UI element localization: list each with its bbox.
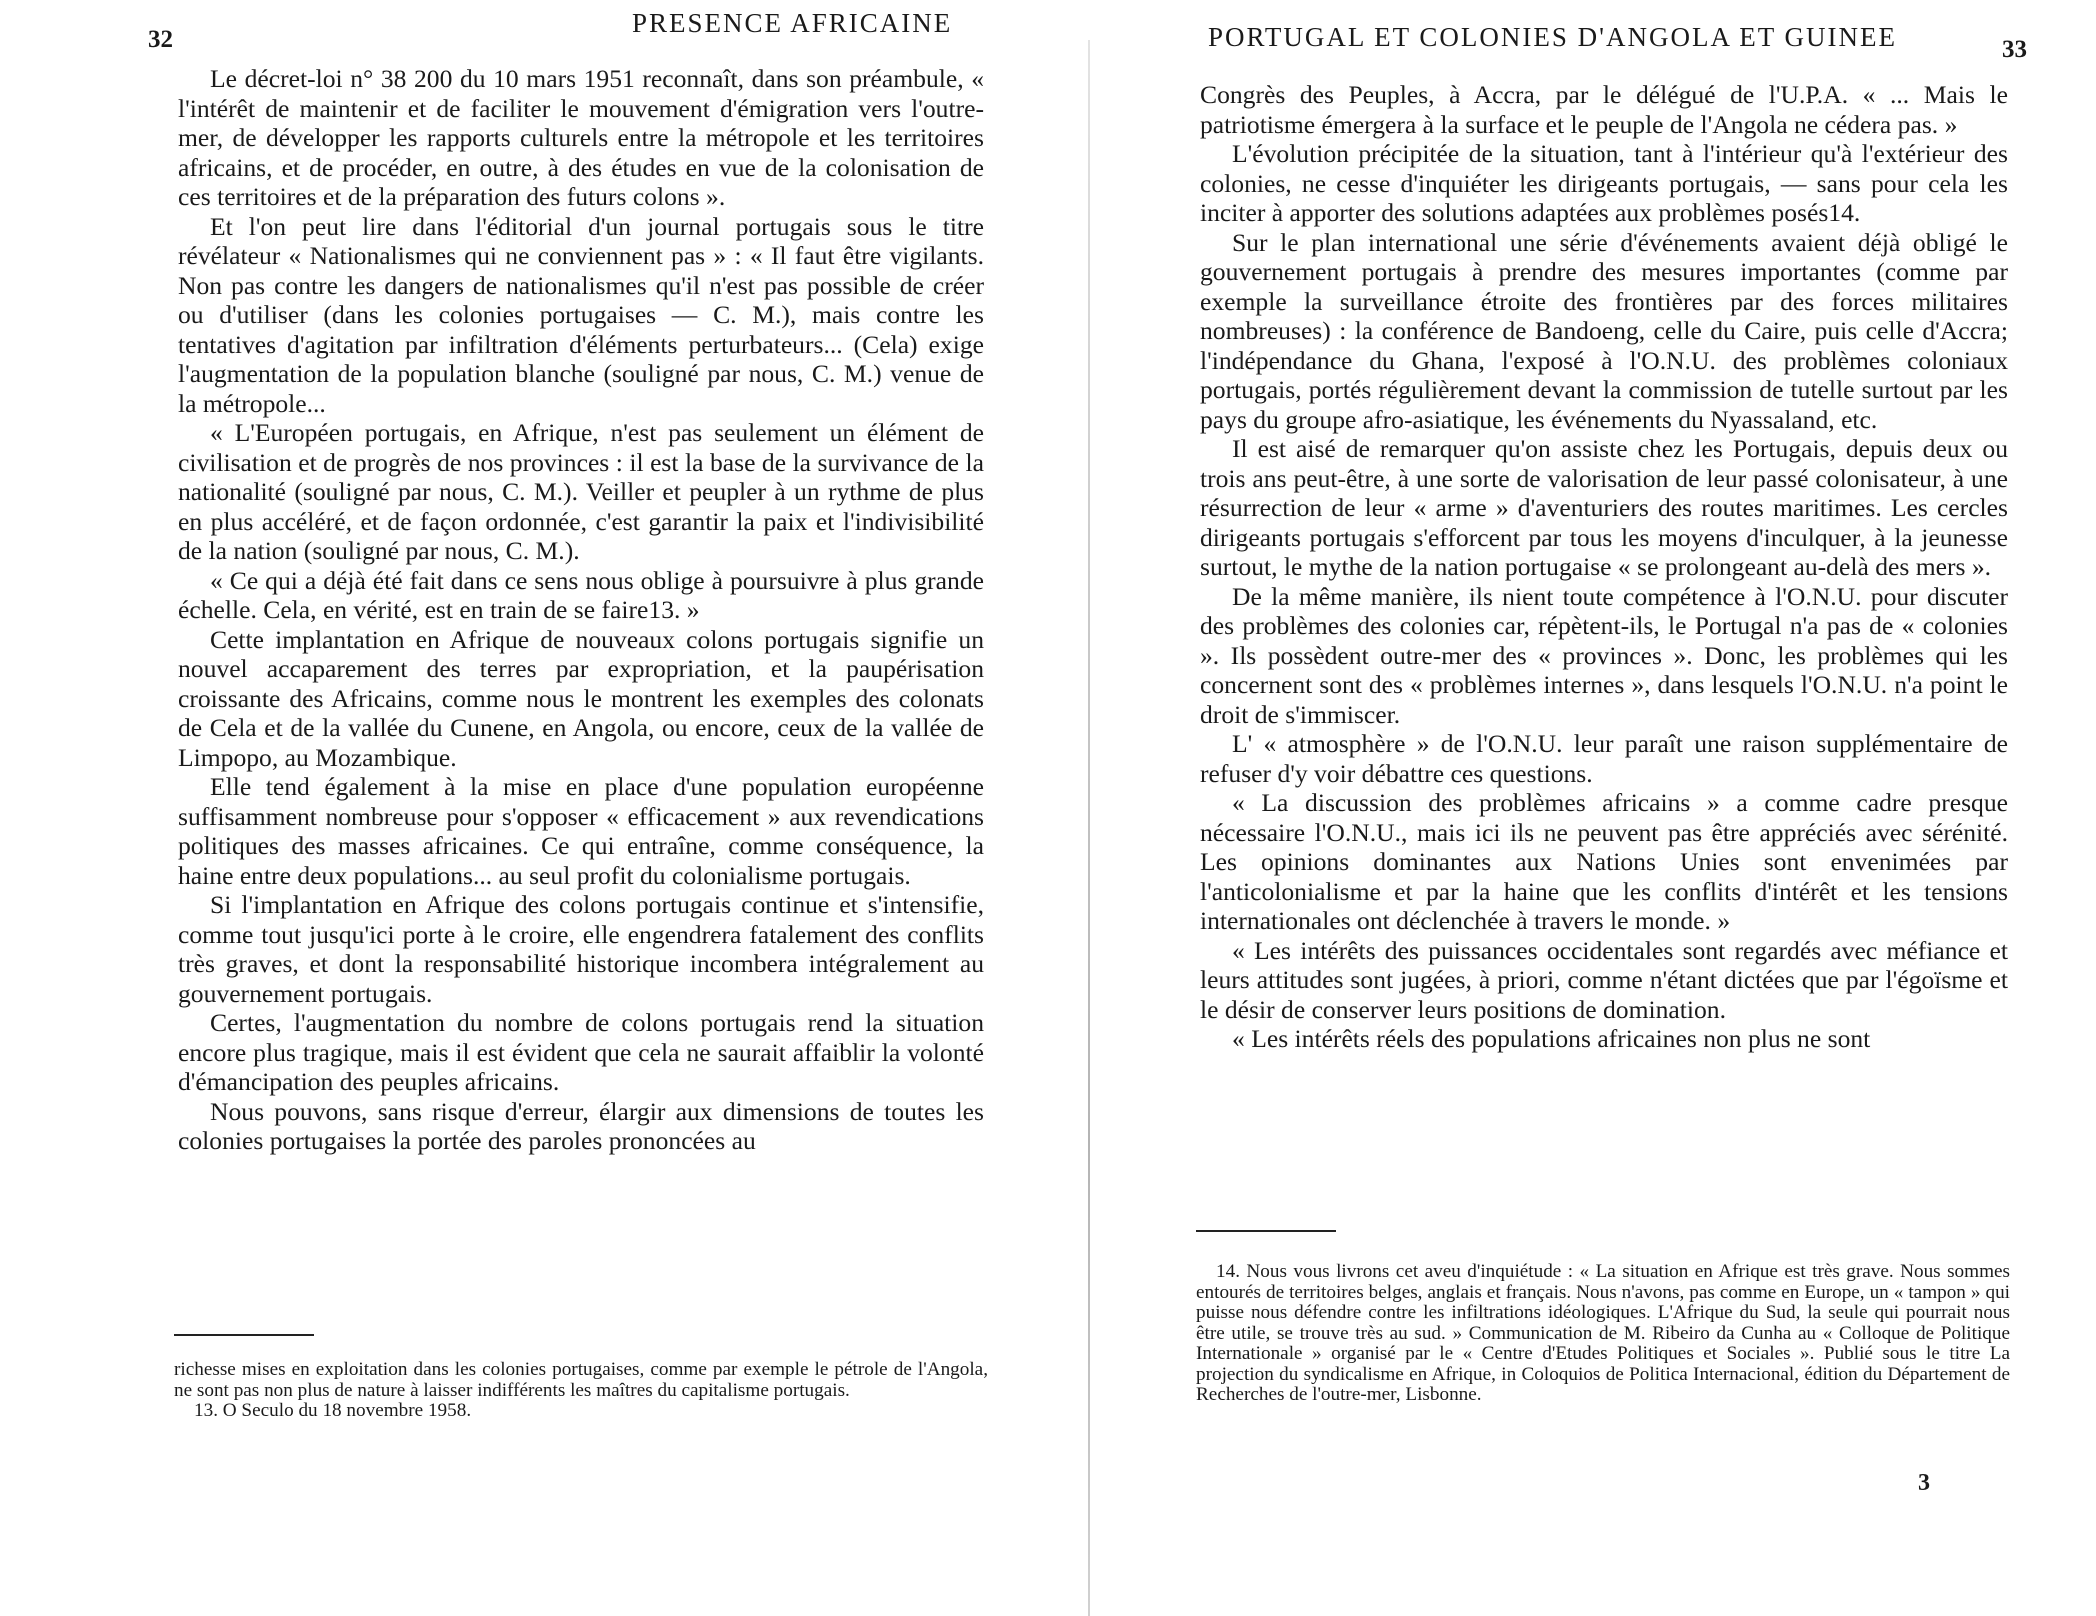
paragraph: « Les intérêts réels des populations africaines non plus ne sont [1232, 1024, 1871, 1053]
paragraph: Congrès des Peuples, à Accra, par le délégué de l'U.P.A. « ... Mais le patriotisme émergera à la surface et le peuple de l'Angola ne cédera pas. » [1200, 80, 2008, 139]
signature-mark: 3 [1918, 1470, 1930, 1496]
paragraph: « Ce qui a déjà été fait dans ce sens nous oblige à poursuivre à plus grande échelle. Cela, en vérité, est en train de se faire13. » [178, 565, 984, 624]
right-page [1090, 0, 2096, 1616]
running-head: PRESENCE AFRICAINE [632, 8, 953, 38]
paragraph: Cette implantation en Afrique de nouveaux colons portugais signifie un nouvel accaparement des terres par expropriation, et la paupérisation croissante des Africains, comme nous le montrent les exemples des colonats de Cela et de la vallée du Cunene, en Angola, ou encore, ceux de la vallée de Limpopo, au Mozambique. [178, 624, 984, 772]
footnote: 13. O Seculo du 18 novembre 1958. [194, 1400, 472, 1421]
paragraph: De la même manière, ils nient toute compétence à l'O.N.U. pour discuter des problèmes des colonies car, répètent-ils, le Portugal n'a pas de « colonies ». Ils possèdent outre-mer des « provinces ». Donc, les problèmes qui les concernent sont des « problèmes internes », dans lesquels l'O.N.U. n'a point le droit de s'immiscer. [1200, 581, 2008, 729]
paragraph: Elle tend également à la mise en place d'une population européenne suffisamment nombreuse pour s'opposer « efficacement » aux revendications politiques des masses africaines. Ce qui entraîne, comme conséquence, la haine entre deux populations... au seul profit du colonialisme portugais. [178, 772, 984, 890]
body-text [1200, 80, 2008, 1054]
page-number: 32 [148, 26, 173, 53]
paragraph: Sur le plan international une série d'événements avaient déjà obligé le gouvernement portugais à prendre des mesures importantes (comme par exemple la surveillance étroite des frontières par des forces militaires nombreuses) : la conférence de Bandoeng, celle du Caire, puis celle d'Accra; l'indépendance du Ghana, l'exposé à l'O.N.U. des problèmes coloniaux portugais, portés régulièrement devant la commission de tutelle surtout par les pays du groupe afro-asiatique, les événements du Nyassaland, etc. [1200, 227, 2008, 434]
paragraph: L'évolution précipitée de la situation, tant à l'intérieur qu'à l'extérieur des colonies, ne cesse d'inquiéter les dirigeants portugais, — sans pour cela les inciter à apporter des solutions adaptées aux problèmes posés14. [1200, 139, 2008, 227]
paragraph: Si l'implantation en Afrique des colons portugais continue et s'intensifie, comme tout jusqu'ici porte à le croire, elle engendrera fatalement des conflits très graves, et dont la responsabilité historique incombera intégralement au gouvernement portugais. [178, 890, 984, 1008]
paragraph: Il est aisé de remarquer qu'on assiste chez les Portugais, depuis deux ou trois ans peut-être, à une sorte de valorisation de leur passé colonisateur, à une résurrection de leur « arme » d'aventuriers des routes maritimes. Les cercles dirigeants portugais s'efforcent par tous les moyens d'inculquer, à la jeunesse surtout, le mythe de la nation portugaise « se prolongeant au-delà des mers ». [1200, 434, 2008, 581]
running-head: PORTUGAL ET COLONIES D'ANGOLA ET GUINEE [1208, 22, 1897, 52]
left-page [0, 0, 1040, 1616]
paragraph: Le décret-loi n° 38 200 du 10 mars 1951 reconnaît, dans son préambule, « l'intérêt de maintenir et de faciliter le mouvement d'émigration vers l'outre-mer, de développer les rapports culturels entre la métropole et les territoires africains, et de procéder, en outre, à des études en vue de la colonisation de ces territoires et de la préparation des futurs colons ». [178, 64, 984, 211]
paragraph: « La discussion des problèmes africains » a comme cadre presque nécessaire l'O.N.U., mais ici ils ne peuvent pas être appréciés avec sérénité. Les opinions dominantes aux Nations Unies sont envenimées par l'anticolonialisme et par la haine que les conflits d'intérêt et les tensions internationales ont déclenchée à travers le monde. » [1200, 788, 2008, 935]
page-number: 33 [2002, 36, 2027, 63]
footnote: richesse mises en exploitation dans les colonies portugaises, comme par exemple le pétrole de l'Angola, ne sont pas non plus de nature à laisser indifférents les maîtres du capitalisme portugais. [174, 1359, 988, 1401]
paragraph: « Les intérêts des puissances occidentales sont regardés avec méfiance et leurs attitudes sont jugées, à priori, comme n'étant dictées que par l'égoïsme et le désir de conserver leurs positions de domination. [1200, 935, 2008, 1024]
paragraph: Certes, l'augmentation du nombre de colons portugais rend la situation encore plus tragique, mais il est évident que cela ne saurait affaiblir la volonté d'émancipation des peuples africains. [178, 1008, 984, 1096]
footnotes [174, 1360, 988, 1422]
paragraph: Nous pouvons, sans risque d'erreur, élargir aux dimensions de toutes les colonies portugaises la portée des paroles prononcées au [178, 1096, 984, 1155]
footnotes [1196, 1262, 2010, 1406]
paragraph: « L'Européen portugais, en Afrique, n'est pas seulement un élément de civilisation et de progrès de nos provinces : il est la base de la survivance de la nationalité (souligné par nous, C. M.). Veiller et peupler à un rythme de plus en plus accéléré, et de façon ordonnée, c'est garantir la paix et l'indivisibilité de la nation (souligné par nous, C. M.). [178, 418, 984, 565]
paragraph: L' « atmosphère » de l'O.N.U. leur paraît une raison supplémentaire de refuser d'y voir débattre ces questions. [1200, 729, 2008, 788]
body-text [178, 64, 984, 1156]
footnote-rule [174, 1334, 314, 1336]
footnote-rule [1196, 1230, 1336, 1232]
paragraph: Et l'on peut lire dans l'éditorial d'un journal portugais sous le titre révélateur « Nationalismes qui ne conviennent pas » : « Il faut être vigilants. Non pas contre les dangers de nationalismes qu'il n'est pas possible de créer ou d'utiliser (dans les colonies portugaises — C. M.), mais contre les tentatives d'agitation par infiltration d'éléments perturbateurs... (Cela) exige l'augmentation de la population blanche (souligné par nous, C. M.) venue de la métropole... [178, 211, 984, 418]
footnote: 14. Nous vous livrons cet aveu d'inquiétude : « La situation en Afrique est très grave. Nous sommes entourés de territoires belges, anglais et français. Nous n'avons, pas comme en Europe, un « tampon » qui puisse nous défendre contre les infiltrations idéologiques. L'Afrique du Sud, la seule qui pourrait nous être utile, se trouve très au sud. » Communication de M. Ribeiro da Cunha au « Colloque de Politique Internationale » organisé par le « Centre d'Etudes Politiques et Sociales ». Publié sous le titre La projection du syndicalisme en Afrique, in Coloquios de Politica Internacional, édition du Département de Recherches de l'outre-mer, Lisbonne. [1196, 1261, 2010, 1405]
